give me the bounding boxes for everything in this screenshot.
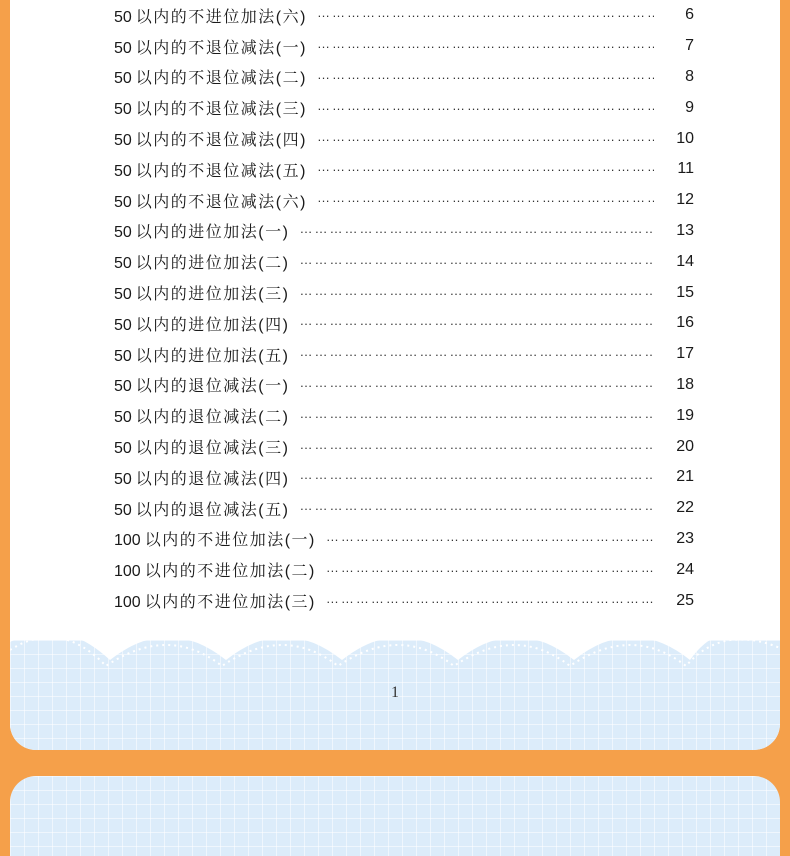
toc-entry[interactable] (114, 585, 694, 616)
dot-leader (317, 38, 654, 54)
toc-entry-title (114, 343, 289, 366)
dot-leader (326, 562, 654, 578)
toc-entry-page: 25 (676, 591, 694, 609)
toc-entry-title (114, 250, 289, 273)
toc-entry-text: 以内的不退位减法(六) (135, 193, 307, 211)
toc-entry-text: 以内的退位减法(三) (135, 440, 290, 458)
next-page-edge (10, 776, 780, 856)
toc-entry-number: 50 (114, 347, 132, 365)
toc-entry[interactable] (114, 554, 694, 585)
toc-entry-number: 50 (114, 286, 132, 304)
document-page (10, 0, 780, 750)
toc-entry-page: 15 (676, 283, 694, 301)
toc-entry-page: 6 (685, 6, 694, 24)
toc-entry-text: 以内的不退位减法(三) (135, 101, 307, 119)
dot-leader (317, 161, 654, 177)
toc-entry-text: 以内的进位加法(三) (135, 286, 290, 304)
toc-entry-title (114, 4, 307, 27)
toc-entry-page: 7 (685, 37, 694, 55)
toc-entry[interactable] (114, 462, 694, 493)
toc-entry-text: 以内的进位加法(四) (135, 316, 290, 334)
toc-entry-title (114, 65, 307, 88)
toc-entry-page: 11 (677, 160, 694, 178)
toc-entry-text: 以内的不退位减法(四) (135, 132, 307, 150)
toc-entry[interactable] (114, 339, 694, 370)
toc-entry-page: 20 (676, 437, 694, 455)
toc-entry-number: 50 (114, 101, 132, 119)
toc-entry[interactable] (114, 154, 694, 185)
toc-entry-title (114, 158, 307, 181)
toc-entry-number: 50 (114, 162, 132, 180)
toc-entry-title (114, 219, 289, 242)
toc-entry-page: 19 (676, 406, 694, 424)
toc-entry-text: 以内的不进位加法(一) (144, 532, 316, 550)
toc-entry-number: 100 (114, 532, 141, 550)
toc-entry-text: 以内的不退位减法(二) (135, 70, 307, 88)
toc-entry-page: 24 (676, 560, 694, 578)
toc-entry-title (114, 527, 316, 550)
toc-entry-number: 50 (114, 501, 132, 519)
table-of-contents (114, 0, 694, 616)
dot-leader (299, 346, 654, 362)
toc-entry[interactable] (114, 216, 694, 247)
toc-entry-number: 50 (114, 132, 132, 150)
toc-entry-title (114, 466, 289, 489)
toc-entry[interactable] (114, 31, 694, 62)
toc-entry-text: 以内的进位加法(五) (135, 347, 290, 365)
page-number: 1 (391, 684, 399, 701)
dot-leader (317, 69, 654, 85)
toc-entry-page: 12 (676, 191, 694, 209)
dot-leader (299, 408, 654, 424)
toc-entry-number: 50 (114, 39, 132, 57)
toc-entry-number: 50 (114, 316, 132, 334)
toc-entry-title (114, 127, 307, 150)
dot-leader (299, 254, 654, 270)
toc-entry-text: 以内的退位减法(四) (135, 470, 290, 488)
toc-entry-text: 以内的不进位加法(六) (135, 8, 307, 26)
dot-leader (299, 285, 654, 301)
toc-entry-page: 9 (685, 98, 694, 116)
toc-entry-page: 21 (676, 468, 694, 486)
toc-entry-title (114, 35, 307, 58)
toc-entry-text: 以内的退位减法(五) (135, 501, 290, 519)
toc-entry-title (114, 373, 289, 396)
footer-band (10, 640, 780, 750)
toc-entry-page: 18 (676, 375, 694, 393)
toc-entry-page: 8 (685, 67, 694, 85)
dot-leader (299, 500, 654, 516)
toc-entry-number: 50 (114, 470, 132, 488)
toc-entry-number: 50 (114, 224, 132, 242)
toc-entry-page: 23 (676, 529, 694, 547)
toc-entry-number: 50 (114, 378, 132, 396)
toc-entry-number: 50 (114, 409, 132, 427)
toc-entry[interactable] (114, 524, 694, 555)
toc-entry-title (114, 312, 289, 335)
dot-leader (299, 377, 654, 393)
toc-entry[interactable] (114, 62, 694, 93)
toc-entry[interactable] (114, 123, 694, 154)
dot-leader (299, 469, 654, 485)
toc-entry-text: 以内的退位减法(二) (135, 409, 290, 427)
toc-entry-title (114, 404, 289, 427)
dot-leader (326, 531, 654, 547)
dot-leader (299, 439, 654, 455)
toc-entry-page: 10 (676, 129, 694, 147)
dot-leader (317, 100, 654, 116)
dot-leader (299, 315, 654, 331)
toc-entry-title (114, 589, 316, 612)
dot-leader (299, 223, 654, 239)
toc-entry[interactable] (114, 185, 694, 216)
toc-entry-number: 50 (114, 193, 132, 211)
dot-leader (317, 131, 654, 147)
toc-entry[interactable] (114, 400, 694, 431)
toc-entry-page: 13 (676, 221, 694, 239)
toc-entry-number: 50 (114, 255, 132, 273)
toc-entry-text: 以内的不退位减法(一) (135, 39, 307, 57)
toc-entry-text: 以内的退位减法(一) (135, 378, 290, 396)
toc-entry-text: 以内的进位加法(一) (135, 224, 290, 242)
toc-entry-title (114, 435, 289, 458)
toc-entry-page: 16 (676, 314, 694, 332)
toc-entry[interactable] (114, 431, 694, 462)
toc-entry-number: 100 (114, 563, 141, 581)
toc-entry[interactable] (114, 308, 694, 339)
dot-leader (317, 192, 654, 208)
toc-entry[interactable] (114, 92, 694, 123)
toc-entry[interactable] (114, 370, 694, 401)
toc-entry[interactable] (114, 493, 694, 524)
toc-entry-number: 50 (114, 8, 132, 26)
toc-entry-text: 以内的不退位减法(五) (135, 162, 307, 180)
toc-entry-title (114, 497, 289, 520)
toc-entry-text: 以内的不进位加法(三) (144, 594, 316, 612)
toc-entry-title (114, 281, 289, 304)
toc-entry[interactable] (114, 0, 694, 31)
toc-entry[interactable] (114, 246, 694, 277)
toc-entry-number: 50 (114, 440, 132, 458)
toc-entry-page: 14 (676, 252, 694, 270)
dot-leader (317, 7, 654, 23)
toc-entry[interactable] (114, 277, 694, 308)
scallop-border (10, 622, 780, 682)
toc-entry-page: 22 (676, 499, 694, 517)
toc-entry-title (114, 558, 316, 581)
toc-entry-text: 以内的进位加法(二) (135, 255, 290, 273)
toc-entry-page: 17 (676, 345, 694, 363)
toc-entry-text: 以内的不进位加法(二) (144, 563, 316, 581)
toc-entry-title (114, 189, 307, 212)
toc-entry-number: 100 (114, 594, 141, 612)
toc-entry-title (114, 96, 307, 119)
dot-leader (326, 593, 654, 609)
toc-entry-number: 50 (114, 70, 132, 88)
